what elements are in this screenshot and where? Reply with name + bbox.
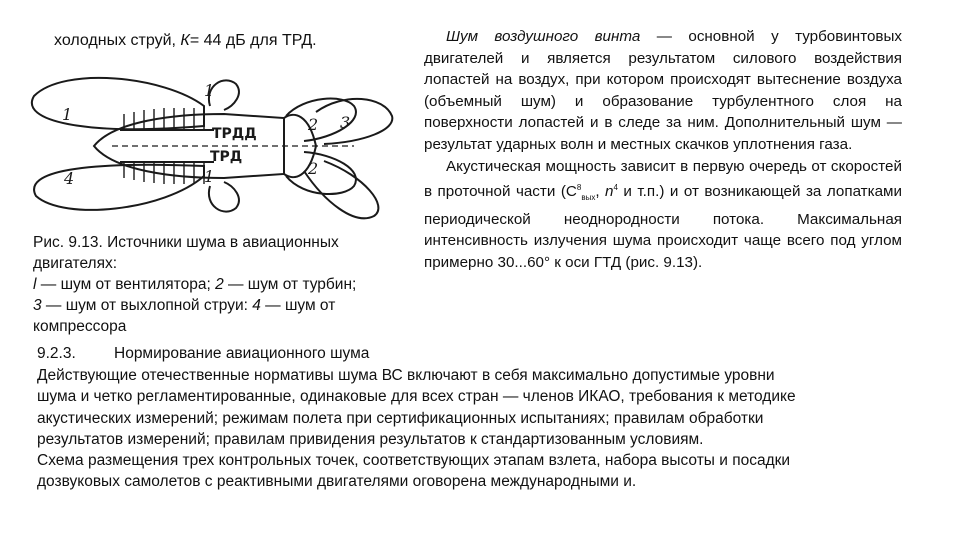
- section-line-3: акустических измерений; режимам полета при сертификационных испытаниях; правилам обработки: [37, 409, 764, 427]
- engine-noise-figure: [24, 66, 402, 226]
- section-line-1: Действующие отечественные нормативы шума ВС включают в себя максимально допустимые уровни: [37, 367, 775, 384]
- top-text-line: [54, 30, 317, 52]
- lobe-2-lower: [286, 152, 356, 194]
- caption-text-4: — шум от: [260, 297, 336, 314]
- engine-noise-diagram: [24, 66, 402, 226]
- section-line-5: Схема размещения трех контрольных точек, соответствующих этапам взлета, набора высоты и посадки: [37, 452, 791, 470]
- caption-num-1: l: [33, 276, 37, 293]
- lobe-4-lower: [34, 165, 204, 210]
- caption-text-3: — шум от выхлопной струи:: [41, 297, 253, 314]
- caption-line-4: [33, 295, 411, 316]
- term-propeller-noise: Шум воздушного винта: [446, 28, 641, 45]
- rotation-exponent: 4: [613, 183, 618, 193]
- section-line-2: шума и четко регламентированные, одинаковые для всех стран — членов ИКАО, требования к методике: [37, 388, 796, 406]
- fan-lobe-bottom: [209, 182, 239, 212]
- caption-line-5: компрессора: [33, 318, 127, 335]
- paragraph-acoustic-power: [424, 156, 902, 274]
- caption-num-2: 2: [215, 276, 224, 293]
- caption-num-4: 4: [252, 297, 261, 314]
- section-line-6: дозвуковых самолетов с реактивными двигателями оговорена международными и.: [37, 473, 637, 491]
- rotation-symbol: n: [605, 183, 614, 201]
- label-trd: ТРД: [210, 149, 243, 165]
- label-1-left: 1: [62, 105, 73, 124]
- top-line-suffix: = 44 дБ для ТРД.: [189, 32, 317, 49]
- lobe-1-upper: [32, 78, 204, 129]
- caption-line-3: [33, 274, 411, 295]
- top-line-k-symbol: К: [180, 32, 190, 49]
- caption-text-2: — шум от турбин;: [223, 276, 357, 293]
- section-number: 9.2.3.: [37, 345, 76, 362]
- figure-caption: [33, 232, 411, 337]
- caption-num-3: 3: [33, 297, 42, 314]
- section-line-4: результатов измерений; правилам привидения результатов к стандартизованным условиям.: [37, 430, 704, 448]
- paragraph-1-body: — основной у турбовинтовых двигателей и является результатом силового воздействия лопастей на воздух, при котором происходят вытеснение воздуха (объемный шум) и образование турбулентного слоя на поверхности лопастей и в следе за ним. Дополнительный шум — результат ударных волн и местных скачков уплотнения газа.: [424, 28, 903, 153]
- top-line-prefix: холодных струй,: [54, 32, 181, 49]
- label-trdd: ТРДД: [212, 126, 257, 142]
- section-heading: [37, 343, 369, 364]
- label-3-right: 3: [340, 113, 351, 132]
- paragraph-2-part-a: Акустическая мощность зависит в первую очередь от скоростей в проточной части (С: [424, 157, 902, 201]
- caption-line-2: двигателях:: [33, 255, 118, 272]
- caption-line-1: Рис. 9.13. Источники шума в авиационных: [33, 234, 339, 251]
- velocity-exponent: 8: [576, 183, 582, 193]
- label-1-bottom: 1: [204, 167, 215, 186]
- label-1-top: 1: [204, 81, 215, 100]
- paragraph-propeller-noise: [424, 26, 902, 156]
- label-2-right: 2: [308, 115, 319, 134]
- paragraph-2-part-c: и т.п.) и от возникающей за лопатками периодической неоднородности потока. Максимальная интенсивность излучения шума происходит чаще всего под углом примерно 30...60° к оси ГТД (рис. 9.13).: [424, 183, 902, 272]
- caption-text-1: — шум от вентилятора;: [36, 276, 216, 293]
- section-title: Нормирование авиационного шума: [114, 345, 370, 362]
- label-2-right-lower: 2: [308, 159, 319, 178]
- section-body: [37, 365, 917, 493]
- propeller-noise-text: [424, 26, 902, 274]
- paragraph-2-part-b: ,: [595, 183, 606, 201]
- label-4-left: 4: [64, 169, 75, 188]
- velocity-subscript: вых: [581, 193, 596, 203]
